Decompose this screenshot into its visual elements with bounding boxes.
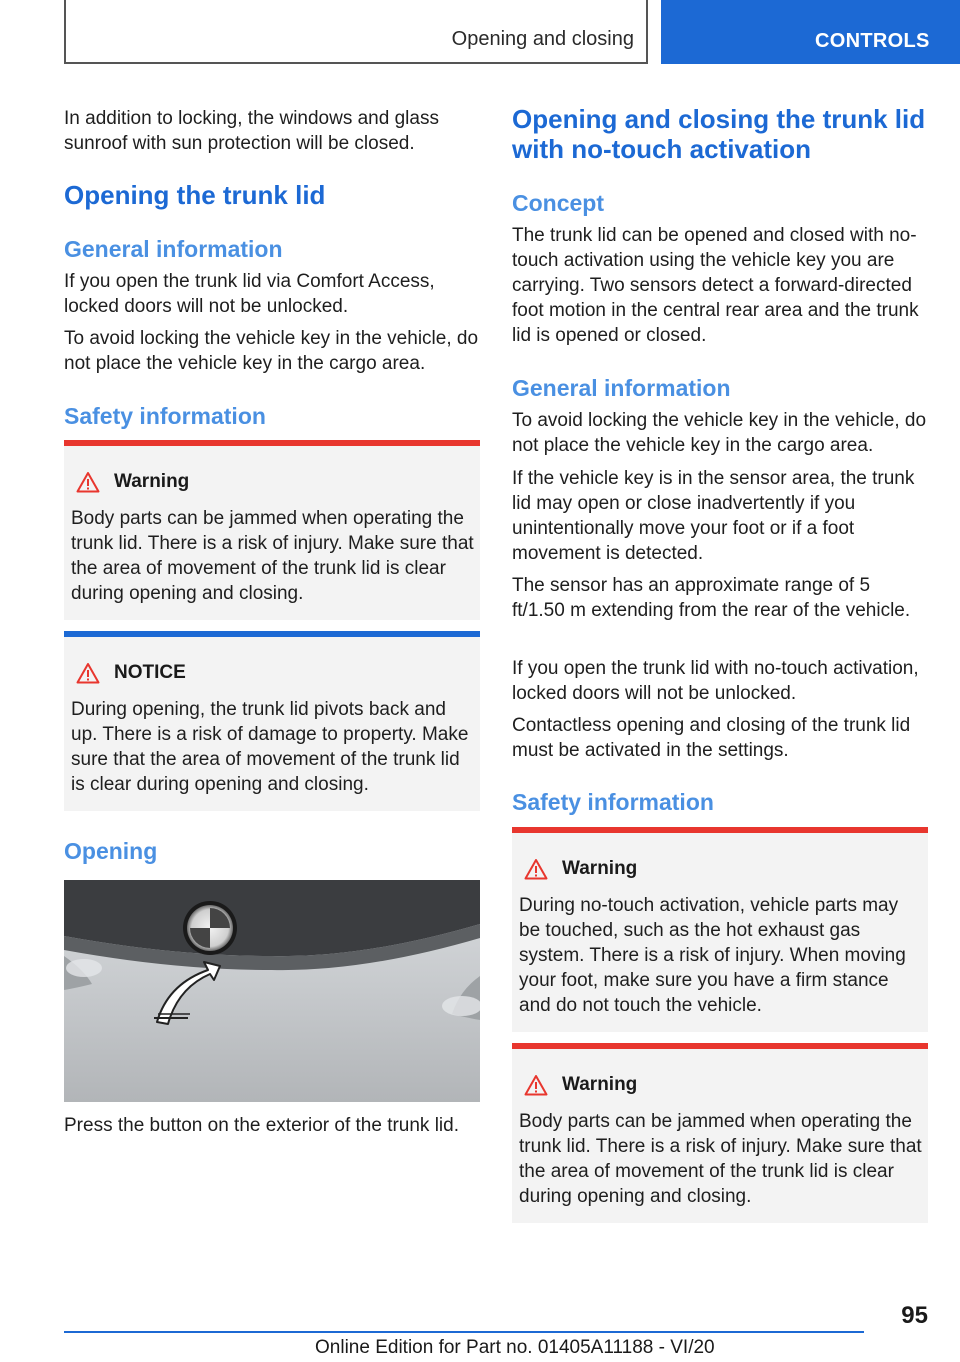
warning-triangle-icon [76,662,100,684]
footer-edition: Online Edition for Part no. 01405A11188 - VI/20 [315,1337,715,1358]
warning-box-no-touch [512,827,928,1032]
footer-divider [64,1331,864,1333]
trunk-button-photo [64,880,480,1102]
header-chapter-box [64,0,648,64]
general-paragraph-1: If you open the trunk lid via Comfort Access, locked doors will not be unlocked. [64,271,435,317]
warning-text: During no-touch activation, vehicle parts may be touched, such as the hot exhaust gas system. There is a risk of injury. When moving your foot, make sure you have a firm stance and do not touch the vehicle. [519,895,906,1016]
heading-no-touch-activation: Opening and closing the trunk lid with no-touch activation [512,104,926,164]
general-paragraph-2: To avoid locking the vehicle key in the vehicle, do not place the vehicle key in the cargo area. [64,328,479,374]
warning-title: Warning [562,1074,638,1095]
warning-header [524,1071,637,1099]
notice-header [76,659,186,687]
heading-general-information: General information [64,236,283,262]
section-title: CONTROLS [815,30,930,52]
warning-header [524,855,637,883]
general-right-paragraph-3: The sensor has an approximate range of 5 ft/1.50 m extending from the rear of the vehicle. [512,575,911,621]
notice-text: During opening, the trunk lid pivots back and up. There is a risk of damage to property. Make sure that the area of movement of the trunk lid is clear during opening and closing. [71,699,469,795]
heading-safety-information-right: Safety information [512,789,714,815]
general-right-paragraph-2: If the vehicle key is in the sensor area, the trunk lid may open or close inadvertently if you unintentionally move your foot or if a foot movement is detected. [512,468,915,564]
heading-opening: Opening [64,838,158,864]
general-right-paragraph-5: Contactless opening and closing of the trunk lid must be activated in the settings. [512,715,911,761]
warning-title: Warning [114,471,190,492]
chapter-title: Opening and closing [451,28,634,50]
general-right-paragraph-1: To avoid locking the vehicle key in the vehicle, do not place the vehicle key in the cargo area. [512,410,927,456]
photo-caption: Press the button on the exterior of the trunk lid. [64,1115,460,1136]
heading-concept: Concept [512,190,604,216]
warning-box-jamming [512,1043,928,1223]
warning-triangle-icon [524,858,548,880]
warning-text: Body parts can be jammed when operating the trunk lid. There is a risk of injury. Make sure that the area of movement of the trunk lid is clear during opening and closing. [519,1111,922,1207]
intro-paragraph: In addition to locking, the windows and glass sunroof with sun protection will be closed. [64,108,439,154]
general-right-paragraph-4: If you open the trunk lid with no-touch activation, locked doors will not be unlocked. [512,658,919,704]
heading-general-information-right: General information [512,375,731,401]
heading-safety-information: Safety information [64,403,266,429]
warning-text: Body parts can be jammed when operating the trunk lid. There is a risk of injury. Make sure that the area of movement of the trunk lid is clear during opening and closing. [71,508,474,604]
notice-box [64,631,480,811]
warning-triangle-icon [524,1074,548,1096]
notice-title: NOTICE [114,662,186,683]
heading-opening-trunk-lid: Opening the trunk lid [64,180,326,210]
page-number: 95 [901,1302,928,1329]
warning-header [76,468,189,496]
warning-triangle-icon [76,471,100,493]
warning-title: Warning [562,858,638,879]
concept-paragraph: The trunk lid can be opened and closed with no-touch activation using the vehicle key you are carrying. Two sensors detect a forward-directed foot motion in the central rear area and the trunk lid is opened or closed. [512,225,919,346]
warning-box [64,440,480,620]
